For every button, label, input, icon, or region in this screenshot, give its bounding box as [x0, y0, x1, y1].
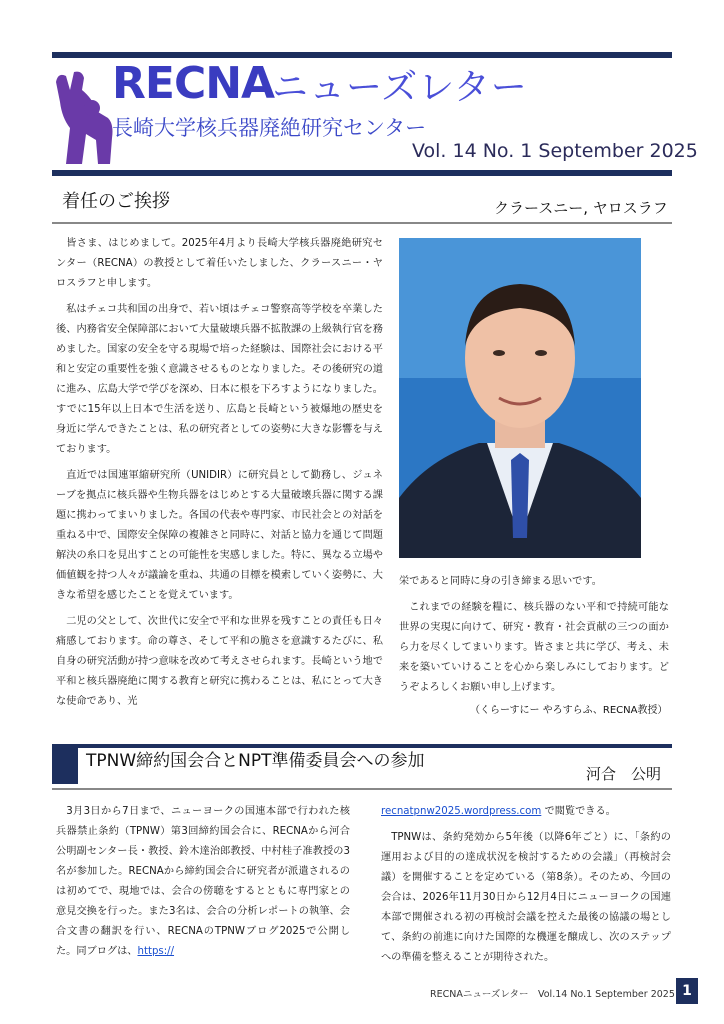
page-number: 1 [676, 978, 698, 1004]
article1-right-column [399, 572, 669, 704]
newsletter-title: ニューズレター [272, 67, 528, 108]
article1-paragraph: 直近では国連軍縮研究所（UNIDIR）に研究員として勤務し、ジュネーブを拠点に核兵器や生物兵器をはじめとする大量破壊兵器に関する課題に携わってまいりました。各国の代表や専門家、市民社会との対話を重ねる中で、国際安全保障の複雑さと同時に、対話と協力を通じて問題解決の糸口を見出すことの可能性を実感しました。特に、異なる立場や価値観を持つ人々が議論を重ね、共通の目標を模索していく姿勢に、大きな希望を感じたことを覚えています。 [56, 470, 383, 601]
article1-paragraph: 私はチェコ共和国の出身で、若い頃はチェコ警察高等学校を卒業した後、内務省安全保障部において大量破壊兵器不拡散課の上級執行官を務めました。国家の安全を守る現場で培った経験は、国際社会における平和と安定の重要性を強く意識させるものとなりました。その後研究の道に進み、広島大学で学びを深め、日本に根を下ろすようになりました。すでに15年以上日本で生活を送り、広島と長崎という被爆地の歴史を身近に学んできたことは、私の研究者としての姿勢に大きな影響を与えております。 [56, 304, 383, 455]
article2-title: TPNW締約国会合とNPT準備委員会への参加 [86, 751, 425, 771]
article2-right-column [381, 802, 671, 974]
center-name: 長崎大学核兵器廃絶研究センター [112, 116, 427, 140]
blog-link-domain[interactable]: recnatpnw2025.wordpress.com [381, 806, 542, 817]
article2-side-tab [52, 744, 78, 784]
article2-top-rule [52, 744, 672, 748]
article2-rule [52, 788, 672, 790]
header-bottom-rule [52, 170, 672, 176]
volume-line: Vol. 14 No. 1 September 2025 [412, 140, 698, 162]
author-photo [399, 238, 641, 558]
article1-author: クラースニー, ヤロスラフ [494, 199, 668, 217]
article2-paragraph: TPNWは、条約発効から5年後（以降6年ごと）に、「条約の運用および目的の達成状況を検討するための会議」（再検討会議）を開催することを定めている（第8条）。そのため、今回の会合は、2026年11月30日から12月4日にニューヨークの国連本部で開催される初の再検討会議を控えた最後の協議の場として、条約の前進に向けた国際的な機運を醸成し、次のステップへの準備を整えることが期待された。 [381, 832, 671, 963]
article1-left-column [56, 234, 383, 718]
article2-text: 3月3日から7日まで、ニューヨークの国連本部で行われた核兵器禁止条約（TPNW）第3回締約国会合に、RECNAから河合公明副センター長・教授、鈴木達治郎教授、中村桂子准教授の3名が参加した。RECNAから締約国会合に研究者が派遣されるのは初めてで、現地では、会合の傍聴をするとともに専門家との意見交換を行った。また3名は、会合の分析レポートの執筆、会合文書の翻訳を行い、RECNAのTPNWブログ2025で公開した。同ブログは、 [56, 806, 350, 957]
footer-text: RECNAニューズレター Vol.14 No.1 September 2025 [430, 989, 675, 1000]
article2-author: 河合 公明 [586, 765, 662, 783]
logo-text: RECNA [112, 58, 275, 109]
article1-rule [52, 222, 672, 224]
article1-title: 着任のご挨拶 [62, 191, 170, 212]
article2-left-column [56, 802, 350, 962]
article1-paragraph: 栄であると同時に身の引き締まる思いです。 [399, 576, 602, 587]
article1-paragraph: 二児の父として、次世代に安全で平和な世界を残すことの責任も日々痛感しております。命の尊さ、そして平和の脆さを意識するたびに、私自身の研究活動が持つ意味を改めて考えさせられます。長崎という地で平和と核兵器廃絶に関する教育と研究に携わることは、私にとって大きな使命であり、光 [56, 616, 383, 707]
article1-signature: （くらーすにー やろすらふ、RECNA教授） [470, 705, 668, 716]
blog-link[interactable]: https:// [137, 946, 175, 957]
article2-text: で閲覧できる。 [541, 806, 616, 817]
article1-paragraph: 皆さま、はじめまして。2025年4月より長崎大学核兵器廃絶研究センター（RECNA）の教授として着任いたしました、クラースニー・ヤロスラフと申します。 [56, 238, 383, 289]
article1-paragraph: これまでの経験を糧に、核兵器のない平和で持続可能な世界の実現に向けて、研究・教育・社会貢献の三つの面から力を尽くしてまいります。皆さまと共に学び、考え、未来を築いていけることを心から楽しみにしております。どうぞよろしくお願い申し上げます。 [399, 602, 669, 693]
